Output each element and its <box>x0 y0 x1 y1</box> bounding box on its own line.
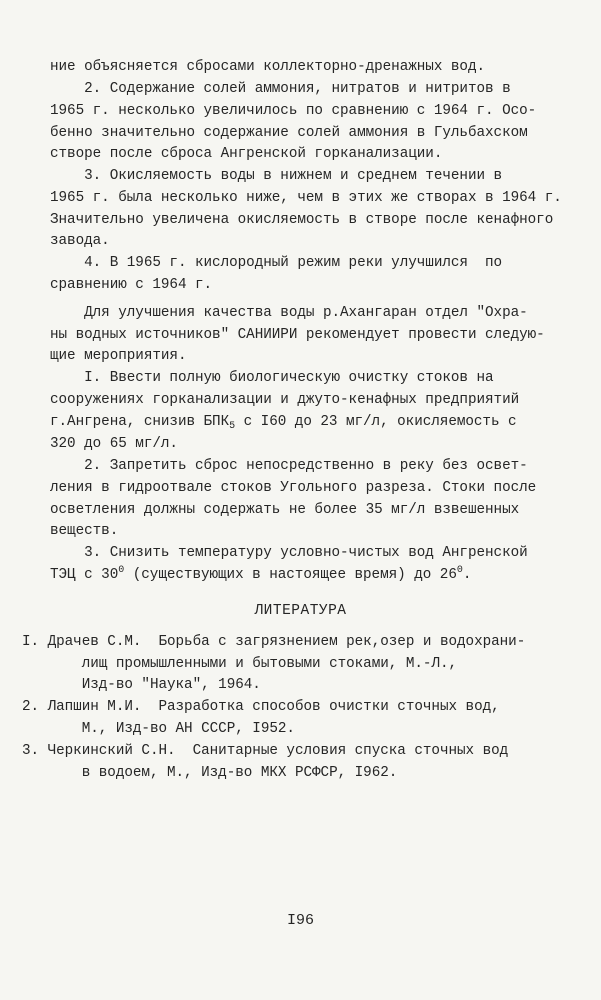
text-line: ления в гидроотвале стоков Угольного разреза. Стоки после <box>50 480 537 496</box>
text-line: Для улучшения качества воды р.Ахангаран отдел "Охра- <box>50 305 528 321</box>
text-line: 1965 г. была несколько ниже, чем в этих же створах в 1964 г. <box>50 190 562 206</box>
text-line: 1965 г. несколько увеличилось по сравнению с 1964 г. Осо- <box>50 103 537 119</box>
temp-degree-1: 0 <box>118 565 125 576</box>
text-line: 4. В 1965 г. кислородный режим реки улучшился по <box>50 255 503 271</box>
text-line: I. Ввести полную биологическую очистку стоков на <box>50 370 494 386</box>
reference-line: в водоем, М., Изд-во МКХ РСФСР, I962. <box>22 765 398 781</box>
temp-part-1: ТЭЦ с 30 <box>50 567 119 583</box>
text-line: 2. Содержание солей аммония, нитратов и нитритов в <box>50 81 511 97</box>
text-line: щие мероприятия. <box>50 348 187 364</box>
bpk-line-before: г.Ангрена, снизив БПК <box>50 414 230 430</box>
text-line: Значительно увеличена окисляемость в створе после кенафного <box>50 212 554 228</box>
text-line: ны водных источников" САНИИРИ рекомендует провести следую- <box>50 327 545 343</box>
text-line: веществ. <box>50 523 119 539</box>
reference-line: 3. Черкинский С.Н. Санитарные условия спуска сточных вод <box>22 743 509 759</box>
reference-line: лищ промышленными и бытовыми стоками, М.-Л., <box>22 656 458 672</box>
reference-line: Изд-во "Наука", 1964. <box>22 677 261 693</box>
text-line: ние объясняется сбросами коллекторно-дренажных вод. <box>50 59 486 75</box>
temperature-line <box>50 565 471 585</box>
text-line: 320 до 65 мг/л. <box>50 436 178 452</box>
text-line: створе после сброса Ангренской горканализации. <box>50 146 443 162</box>
literature-heading: ЛИТЕРАТУРА <box>254 603 347 619</box>
text-line: осветления должны содержать не более 35 мг/л взвешенных <box>50 502 520 518</box>
temp-part-3: . <box>462 567 472 583</box>
temp-part-2: (существующих в настоящее время) до 26 <box>124 567 457 583</box>
bpk-subscript: 5 <box>229 421 236 432</box>
text-line: 2. Запретить сброс непосредственно в реку без освет- <box>50 458 528 474</box>
text-line: завода. <box>50 233 110 249</box>
text-line: сравнению с 1964 г. <box>50 277 213 293</box>
reference-line: 2. Лапшин М.И. Разработка способов очистки сточных вод, <box>22 699 500 715</box>
page-number: I96 <box>286 912 314 929</box>
bpk-line <box>50 412 517 432</box>
text-line: сооружениях горканализации и джуто-кенафных предприятий <box>50 392 520 408</box>
reference-line: I. Драчев С.М. Борьба с загрязнением рек,озер и водохрани- <box>22 634 526 650</box>
text-line: 3. Снизить температуру условно-чистых вод Ангренской <box>50 545 528 561</box>
reference-line: М., Изд-во АН СССР, I952. <box>22 721 295 737</box>
text-line: 3. Окисляемость воды в нижнем и среднем течении в <box>50 168 503 184</box>
temp-degree-2: 0 <box>456 565 463 576</box>
bpk-line-after: с I60 до 23 мг/л, окисляемость с <box>235 414 517 430</box>
text-line: бенно значительно содержание солей аммония в Гульбахском <box>50 125 528 141</box>
